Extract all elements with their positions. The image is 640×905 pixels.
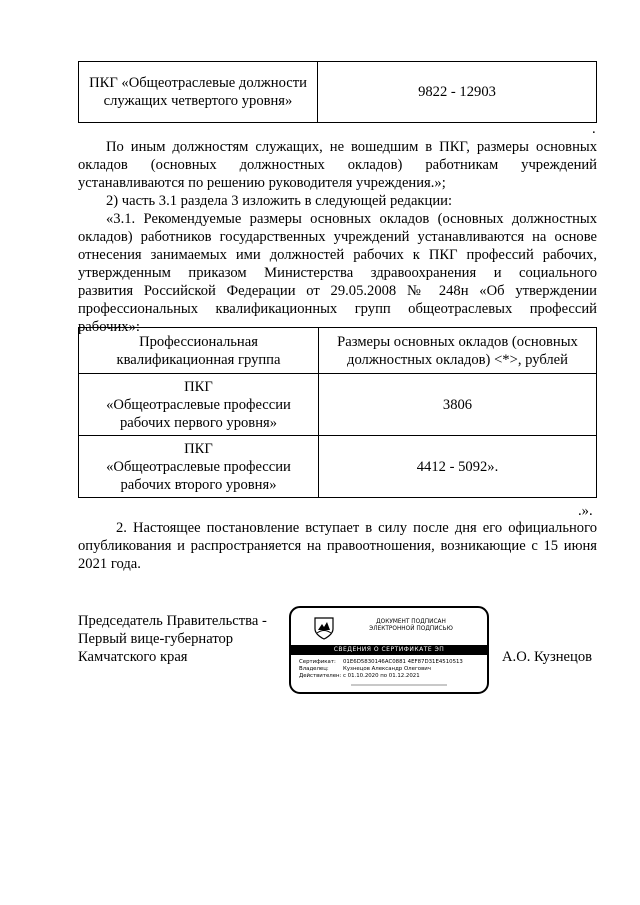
table-cell-value: 3806 xyxy=(319,374,597,436)
paragraph-recommended-salaries xyxy=(78,210,597,336)
paragraph-line: профессиональных квалификационных групп общеотраслевых профессий xyxy=(78,301,597,317)
workers-salary-table xyxy=(78,327,597,498)
paragraph-line: окладов (основных должностных окладов) работникам учреждений xyxy=(78,157,597,173)
coat-of-arms-icon xyxy=(313,616,335,640)
paragraph-other-positions xyxy=(78,138,597,192)
signatory-title: Председатель Правительства - Первый вице-губернатор Камчатского края xyxy=(78,613,267,665)
certificate-band: СВЕДЕНИЯ О СЕРТИФИКАТЕ ЭП xyxy=(291,645,487,655)
certificate-details xyxy=(299,659,484,680)
dot-mark: . xyxy=(592,121,596,137)
paragraph-effective-date xyxy=(78,519,597,573)
signature-title: ДОКУМЕНТ ПОДПИСАН ЭЛЕКТРОННОЙ ПОДПИСЬЮ xyxy=(369,619,453,632)
signer-name: А.О. Кузнецов xyxy=(502,649,593,665)
paragraph-line: 2021 года. xyxy=(78,556,141,572)
table-row xyxy=(79,62,597,123)
certificate-row: Сертификат: 01E6D5830146AC0881 4EF87D31E4510513 xyxy=(299,659,463,665)
table-header-row xyxy=(79,328,597,374)
paragraph-line: 2. Настоящее постановление вступает в силу после дня его официального xyxy=(116,520,597,536)
table-cell-group: ПКГ «Общеотраслевые профессии рабочих второго уровня» xyxy=(79,436,319,498)
table-cell-group: ПКГ «Общеотраслевые профессии рабочих первого уровня» xyxy=(79,374,319,436)
paragraph-line: утвержденным приказом Министерства здравоохранения и социального xyxy=(78,265,597,281)
table-cell-range: 9822 - 12903 xyxy=(318,62,597,123)
paragraph-line: устанавливаются по решению руководителя учреждения.»; xyxy=(78,175,446,191)
signature-faded-line xyxy=(351,684,447,686)
table-row xyxy=(79,436,597,498)
certificate-row: Действителен: с 01.10.2020 по 01.12.2021 xyxy=(299,673,420,679)
end-quote-mark: .». xyxy=(578,503,593,519)
paragraph-line: окладов) работников государственных учреждений устанавливаются на основе xyxy=(78,229,597,245)
paragraph-amendment: 2) часть 3.1 раздела 3 изложить в следующей редакции: xyxy=(106,193,453,209)
certificate-row: Владелец: Кузнецов Александр Олегович xyxy=(299,666,431,672)
paragraph-line: отнесения занимаемых ими должностей рабочих к ПКГ профессий рабочих, xyxy=(78,247,597,263)
table-cell-value: 4412 - 5092». xyxy=(319,436,597,498)
table-row xyxy=(79,374,597,436)
paragraph-line: опубликования и распространяется на правоотношения, возникающие с 15 июня xyxy=(78,538,597,554)
paragraph-line: рабочих»: xyxy=(78,319,140,335)
paragraph-line: «3.1. Рекомендуемые размеры основных окладов (основных должностных xyxy=(106,211,597,227)
paragraph-line: развития Российской Федерации от 29.05.2008 № 248н «Об утверждении xyxy=(78,283,597,299)
electronic-signature-stamp xyxy=(289,606,489,694)
table-cell-group: ПКГ «Общеотраслевые должности служащих четвертого уровня» xyxy=(79,62,318,123)
paragraph-line: По иным должностям служащих, не вошедшим в ПКГ, размеры основных xyxy=(106,139,597,155)
officials-salary-table xyxy=(78,61,597,123)
header-cell-group: Профессиональная квалификационная группа xyxy=(79,328,319,374)
header-cell-salary: Размеры основных окладов (основных должностных окладов) <*>, рублей xyxy=(319,328,597,374)
